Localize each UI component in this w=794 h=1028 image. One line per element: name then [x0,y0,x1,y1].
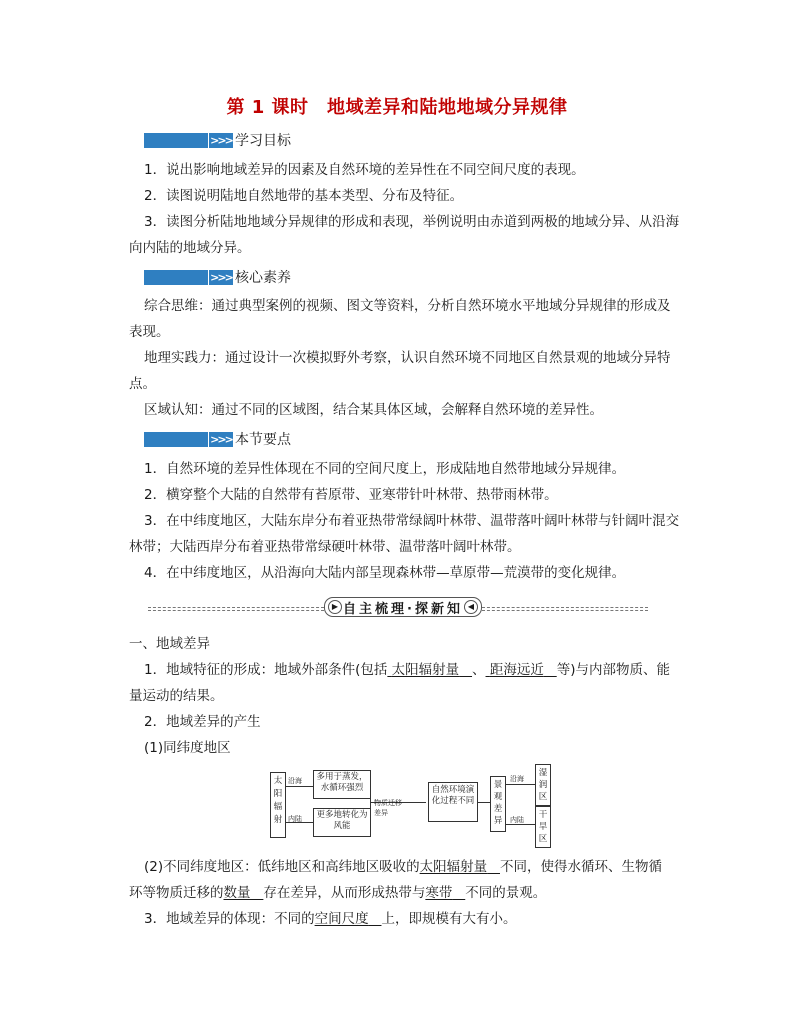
banner-label: 自主梳理·探新知 [324,597,482,617]
play-right-icon: ▶ [328,600,342,614]
goal-item: 1．说出影响地域差异的因素及自然环境的差异性在不同空间尺度的表现。 [144,162,585,178]
text: 不同，使得水循环、生物循 [500,859,662,875]
section-banner [148,597,648,617]
goal-item: 2．读图说明陆地自然地带的基本类型、分布及特征。 [144,188,464,204]
text: 环等物质迁移的 [129,885,224,901]
literacy-item: 区域认知：通过不同的区域图，结合某具体区域，会解释自然环境的差异性。 [144,402,603,418]
paragraph: 2．地域差异的产生 [144,714,261,730]
diagram-box-humid [535,764,551,806]
keypoint-item: 林带；大陆西岸分布着亚热带常绿硬叶林带、温带落叶阔叶林带。 [129,539,521,555]
diagram-box-source [270,772,286,838]
text: 上，即规模有大有小。 [381,911,517,927]
answer-text: 距海远近 [489,662,544,678]
section-bar [144,270,208,285]
text: 等)与内部物质、能 [556,662,670,678]
answer-text: 太阳辐射量 [391,662,460,678]
paragraph [129,884,546,902]
text: 存在差异，从而形成热带与 [263,885,426,901]
answer-text: 太阳辐射量 [419,859,488,875]
diagram-text: 多用于蒸发，水循环强烈 [316,772,368,793]
diagram-label: 沿海 [510,775,524,783]
divider [148,607,324,608]
connector [478,802,490,803]
section-header-goals [144,131,291,149]
section-header-keypoints [144,430,291,448]
text: 1．地域特征的形成：地域外部条件(包括 [144,662,388,678]
connector [285,786,313,787]
answer-text: 数量 [223,885,251,901]
literacy-item: 综合思维：通过典型案例的视频、图文等资料，分析自然环境水平地域分异规律的形成及 [144,298,671,314]
paragraph [144,858,662,876]
diagram-box-landscape [490,776,506,832]
play-left-icon: ◀ [464,600,478,614]
diagram-text: 干旱区 [538,810,548,844]
keypoint-item: 2．横穿整个大陆的自然带有苔原带、亚寒带针叶林带、热带雨林带。 [144,487,558,503]
answer-blank [486,662,557,678]
connector [505,784,535,785]
literacy-item: 地理实践力：通过设计一次模拟野外考察，认识自然环境不同地区自然景观的地域分异特 [144,350,671,366]
diagram-box-arid [535,806,551,848]
answer-text: 寒带 [425,885,453,901]
diagram-text: 更多地转化为风能 [316,810,368,831]
diagram-label: 内陆 [510,816,524,824]
keypoint-item: 3．在中纬度地区，大陆东岸分布着亚热带常绿阔叶林带、温带落叶阔叶林带与针阔叶混交 [144,513,680,529]
diagram-text: 湿润区 [538,768,548,802]
diagram-box-evaporation [313,770,371,799]
heading-regional-difference: 一、地域差异 [129,636,210,652]
text: (2)不同纬度地区：低纬地区和高纬地区吸收的 [144,859,420,875]
answer-blank [387,662,472,678]
keypoint-item: 4．在中纬度地区，从沿海向大陆内部呈现森林带—草原带—荒漠带的变化规律。 [144,565,626,581]
section-bar [144,133,208,148]
answer-blank [315,911,382,927]
literacy-item: 表现。 [129,324,170,340]
diagram-text: 景观差异 [493,780,503,826]
text: 不同的景观。 [465,885,547,901]
answer-text: 空间尺度 [314,911,369,927]
diagram-text: 太阳辐射 [273,776,283,825]
paragraph [144,661,670,679]
lesson-title: 第 1 课时 地域差异和陆地地域分异规律 [226,97,568,118]
chevron-right-icon: >>> [208,432,233,447]
section-label: 本节要点 [235,432,291,448]
text: 、 [472,662,486,678]
divider [148,610,324,611]
literacy-item: 点。 [129,376,156,392]
diagram-box-evolution [428,782,478,822]
paragraph: (1)同纬度地区 [144,740,231,756]
chevron-right-icon: >>> [208,270,233,285]
connector [370,784,371,822]
diagram-label: 物质迁移差异 [374,799,402,817]
goal-item: 向内陆的地域分异。 [129,240,251,256]
flow-diagram [268,762,558,850]
diagram-label: 沿海 [288,777,302,785]
paragraph: 量运动的结果。 [129,688,224,704]
diagram-label: 内陆 [288,815,302,823]
answer-blank [420,859,500,875]
section-header-literacy [144,268,291,286]
diagram-text: 自然环境演化过程不同 [431,785,475,806]
answer-blank [425,885,465,901]
answer-blank [224,885,264,901]
goal-item: 3．读图分析陆地地域分异规律的形成和表现，举例说明由赤道到两极的地域分异、从沿海 [144,214,680,230]
diagram-box-wind [313,808,371,837]
divider [482,607,648,608]
paragraph [144,910,516,928]
divider [482,610,648,611]
chevron-right-icon: >>> [208,133,233,148]
text: 3．地域差异的体现：不同的 [144,911,315,927]
section-label: 核心素养 [235,270,291,286]
keypoint-item: 1．自然环境的差异性体现在不同的空间尺度上，形成陆地自然带地域分异规律。 [144,461,626,477]
section-bar [144,432,208,447]
section-label: 学习目标 [235,133,291,149]
